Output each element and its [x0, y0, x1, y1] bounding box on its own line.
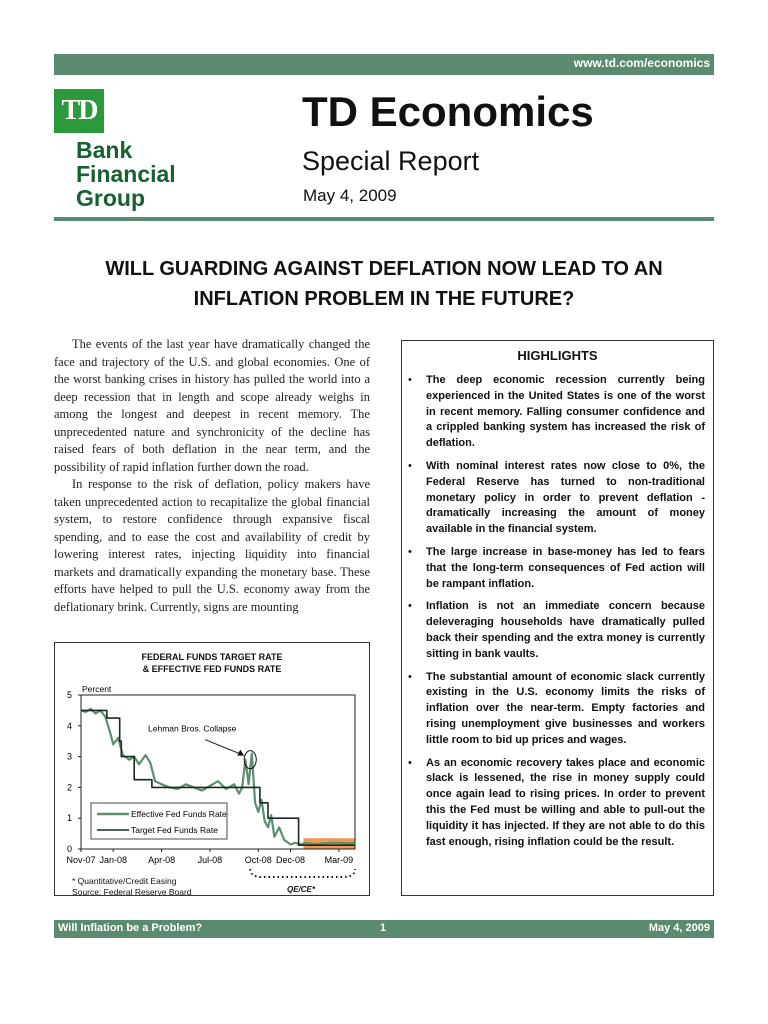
highlight-item: • The large increase in base-money has led to fears that the long-term consequences of Fed action will be rampant inflation. [408, 545, 705, 592]
site-url[interactable]: www.td.com/economics [573, 56, 710, 70]
highlights-title: HIGHLIGHTS [517, 348, 598, 363]
chart-note-line: * Quantitative/Credit Easing [72, 876, 177, 886]
qe-label: QE/CE* [287, 885, 316, 894]
bank-name-line: Bank [76, 137, 133, 163]
chart-note-line: Source: Federal Reserve Board [72, 887, 192, 897]
bank-name [76, 138, 176, 210]
x-tick-label: Jul-08 [197, 855, 223, 865]
x-tick-label: Dec-08 [276, 855, 306, 865]
top-banner [54, 54, 714, 75]
highlights-list [402, 373, 713, 850]
headline-line: WILL GUARDING AGAINST DEFLATION NOW LEAD TO AN [105, 258, 663, 280]
bank-name-line: Financial [76, 161, 176, 187]
brand-title: TD Economics [302, 88, 594, 135]
chart-notes [72, 876, 192, 898]
body-paragraph: In response to the risk of deflation, policy makers have taken unprecedented action to recapitalize the global financial system, to restore confidence through expansive fiscal spending, and to ease the cost and availability of credit by lowering interest rates, injecting liquidity into financial markets and dramatically expanding the monetary base. These efforts have helped to pull the U.S. economy away from the deflationary brink. Currently, signs are mounting [54, 477, 370, 614]
annotation-arrow [205, 740, 242, 755]
x-tick-label: Oct-08 [244, 855, 272, 865]
page-number: 1 [380, 922, 387, 934]
x-tick-label: Jan-08 [99, 855, 128, 865]
highlight-item: • With nominal interest rates now close to 0%, the Federal Reserve has turned to non-traditional monetary policy in order to prevent deflation - dramatically increasing the amount of money available in the financial system. [408, 459, 705, 538]
y-tick-label: 2 [66, 782, 72, 793]
logo-text: TD [61, 95, 97, 126]
highlight-item: • Inflation is not an immediate concern because deleveraging households have dramatically pulled back their spending and the extra money is currently sitting in bank vaults. [408, 599, 705, 662]
highlight-item: • As an economic recovery takes place and economic slack is lessened, the rise in money supply could once again lead to rising prices. In order to prevent this the Fed must be willing and able to pull-out the liquidity it has injected. If they are not able to do this fast enough, rising inflation could be the result. [408, 756, 705, 851]
body-paragraph: The events of the last year have dramatically changed the face and trajectory of the U.S. and global economies. One of the worst banking crises in history has pulled the world into a deep recession that in length and scope already weighs in among the longest and deepest in recent memory. The unprecedented nature and synchronicity of the decline has raised fears of both deflation in the near term, and the possibility of rapid inflation further down the road. [54, 337, 370, 474]
header-divider [54, 217, 714, 221]
chart-title-line: FEDERAL FUNDS TARGET RATE [141, 652, 283, 662]
fed-funds-chart [54, 642, 370, 896]
y-tick-label: 4 [66, 720, 72, 731]
headline-line: INFLATION PROBLEM IN THE FUTURE? [193, 288, 575, 310]
y-tick-label: 1 [66, 813, 72, 824]
highlight-item: • The deep economic recession currently being experienced in the United States is one of the worst in recent memory. Falling consumer confidence and a crippled banking system has increased the risk of deflation. [408, 373, 705, 452]
legend-label: Effective Fed Funds Rate [131, 809, 227, 819]
x-tick-label: Mar-09 [324, 855, 354, 865]
y-axis-label: Percent [82, 684, 112, 694]
qe-bracket [250, 869, 355, 877]
body-text [54, 336, 370, 616]
report-type: Special Report [302, 146, 480, 176]
footer-title: Will Inflation be a Problem? [58, 922, 203, 934]
annotation-label: Lehman Bros. Collapse [148, 723, 237, 734]
footer-bar [54, 920, 714, 938]
y-tick-label: 5 [66, 690, 72, 700]
highlights-box [401, 340, 714, 896]
chart-title-line: & EFFECTIVE FED FUNDS RATE [142, 664, 282, 674]
y-tick-label: 3 [66, 751, 72, 762]
report-date: May 4, 2009 [303, 186, 397, 205]
x-tick-label: Apr-08 [148, 855, 176, 865]
legend-label: Target Fed Funds Rate [131, 825, 218, 835]
chart-plot [55, 643, 369, 895]
y-tick-label: 0 [66, 844, 72, 854]
headline [54, 254, 714, 314]
highlight-item: • The substantial amount of economic slack currently existing in the U.S. economy limits the risks of inflation over the near-term. Empty factories and rising unemployment give businesses and workers little room to bid up prices and wages. [408, 670, 705, 749]
x-tick-label: Nov-07 [66, 855, 96, 865]
bank-name-line: Group [76, 185, 145, 211]
td-logo [54, 89, 104, 133]
footer-date: May 4, 2009 [648, 922, 710, 934]
